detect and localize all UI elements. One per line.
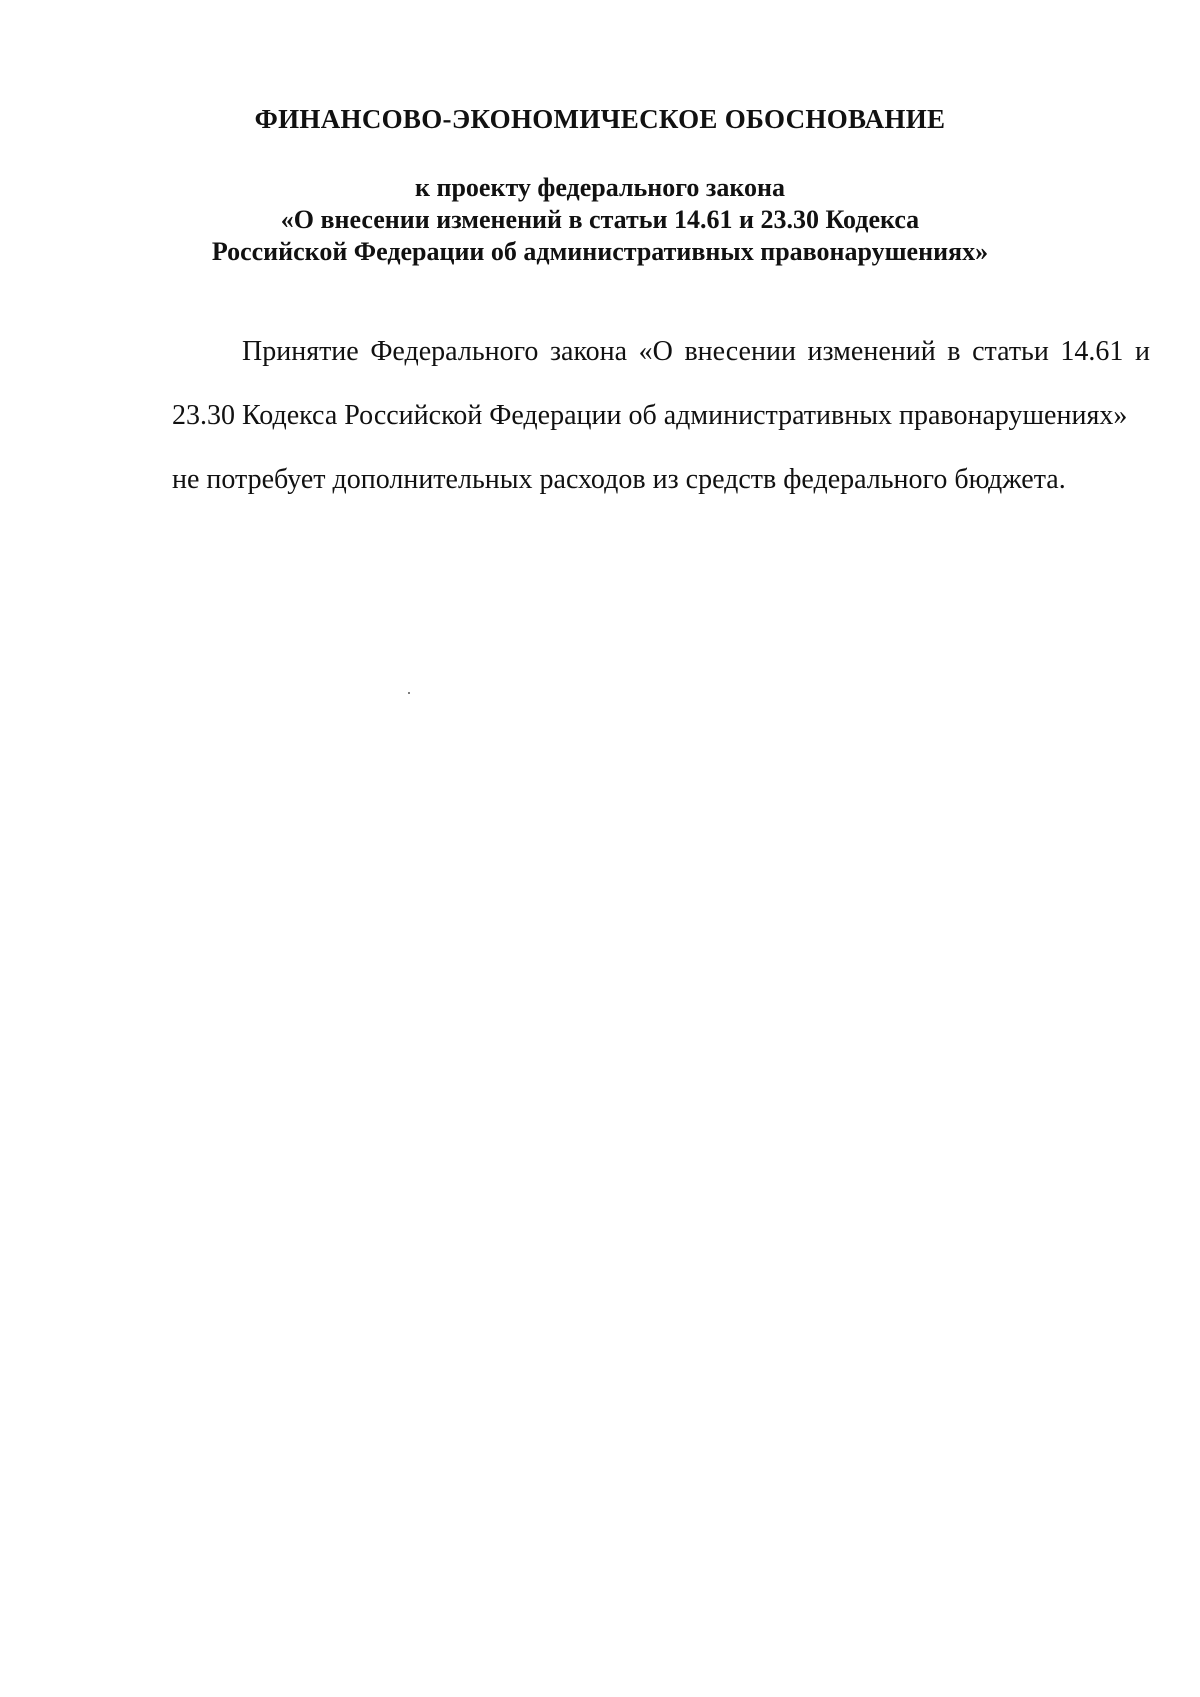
body-line-3: не потребует дополнительных расходов из средств федерального бюджета. [172, 464, 1066, 495]
body-line-2: 23.30 Кодекса Российской Федерации об административных правонарушениях» [172, 400, 1128, 431]
subtitle-line-1: к проекту федерального закона [415, 173, 785, 202]
subtitle-line-3: Российской Федерации об административных правонарушениях» [211, 237, 989, 266]
document-title: ФИНАНСОВО-ЭКОНОМИЧЕСКОЕ ОБОСНОВАНИЕ [254, 104, 946, 134]
body-line-1: Принятие Федерального закона «О внесении изменений в статьи 14.61 и [242, 336, 1150, 367]
document-subtitle [0, 172, 1200, 268]
body-paragraph [172, 332, 1150, 524]
subtitle-line-2: «О внесении изменений в статьи 14.61 и 23.30 Кодекса [280, 205, 920, 234]
scan-speck [408, 692, 410, 694]
